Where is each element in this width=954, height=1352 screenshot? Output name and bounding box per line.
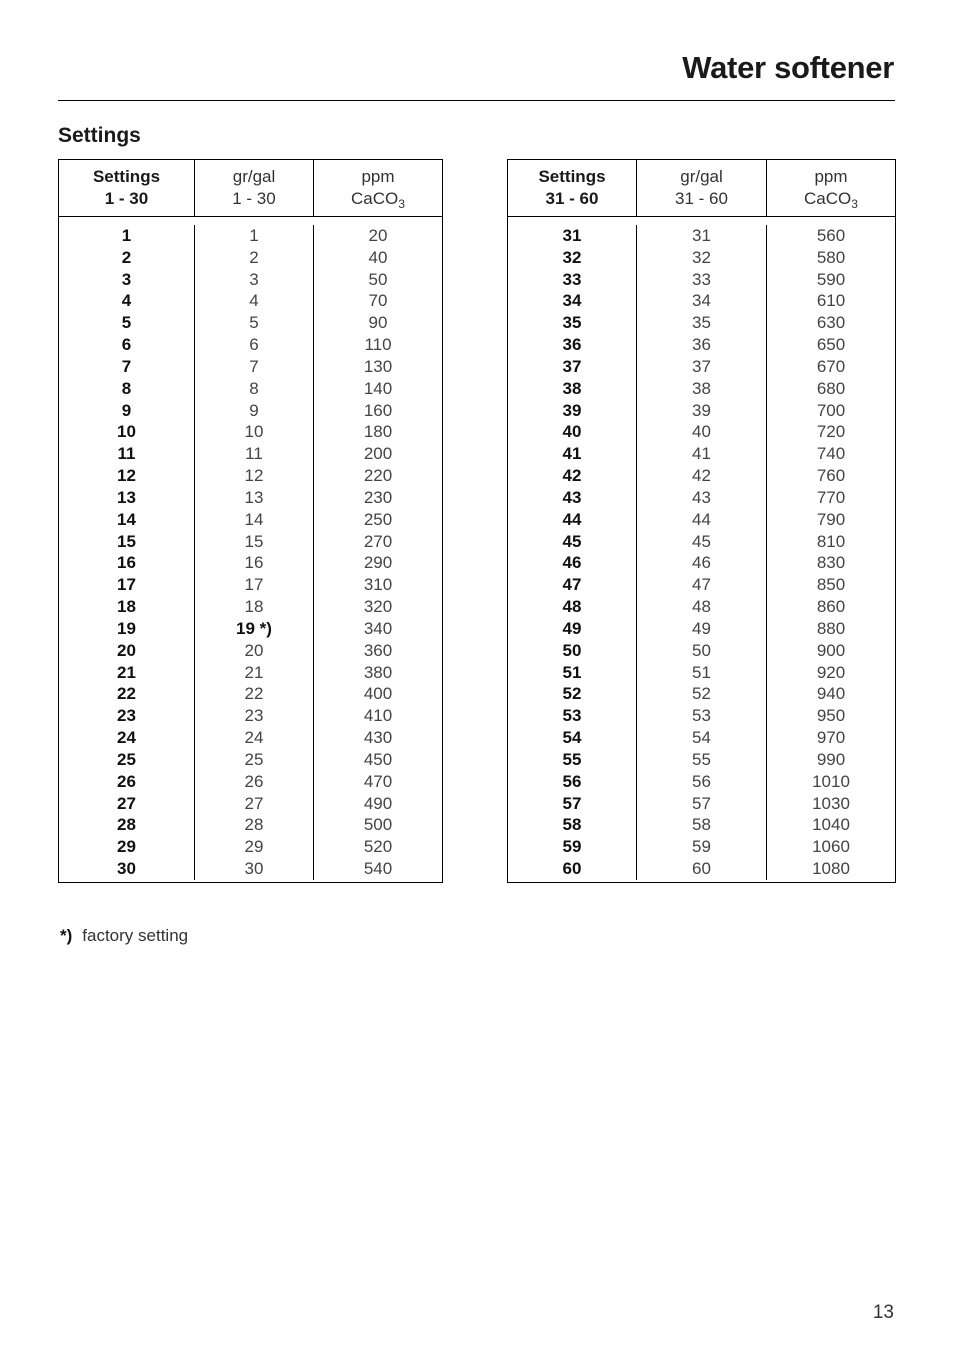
table-cell: 740 <box>816 444 846 464</box>
header-grgal-range: 31 - 60 <box>675 189 728 208</box>
table-cell: 3 <box>249 269 259 289</box>
table-cell: 14 <box>117 509 136 529</box>
table-cell: 38 <box>562 378 582 398</box>
table-cell: 630 <box>816 313 846 333</box>
table-header <box>59 160 442 217</box>
table-cell: 220 <box>363 466 393 486</box>
table-cell: 760 <box>816 466 846 486</box>
table-cell: 1060 <box>812 837 850 857</box>
table-cell: 19 <box>117 618 136 638</box>
table-cell: 25 <box>117 749 136 769</box>
table-cell: 450 <box>363 749 393 769</box>
table-cell: 670 <box>816 356 846 376</box>
table-cell: 36 <box>562 335 582 355</box>
title-divider <box>58 100 895 101</box>
table-cell: 13 <box>117 487 136 507</box>
table-cell: 12 <box>117 466 136 486</box>
table-cell: 3 <box>121 269 132 289</box>
table-cell: 47 <box>692 575 711 595</box>
table-header <box>508 160 895 217</box>
table-cell: 60 <box>692 859 711 879</box>
table-cell: 18 <box>244 597 264 617</box>
table-cell: 9 <box>121 400 132 420</box>
header-grgal-label: gr/gal <box>680 167 723 186</box>
table-cell: 48 <box>562 597 582 617</box>
header-settings-range: 1 - 30 <box>104 189 149 208</box>
table-cell: 160 <box>363 400 393 420</box>
table-cell: 850 <box>816 575 846 595</box>
table-cell: 7 <box>249 356 259 376</box>
table-cell: 48 <box>692 597 711 617</box>
header-ppm <box>314 160 442 216</box>
table-cell: 430 <box>363 728 393 748</box>
table-cell: 22 <box>117 684 136 704</box>
table-cell: 810 <box>816 531 846 551</box>
table-cell: 680 <box>816 378 846 398</box>
settings-table-31-60 <box>507 159 896 883</box>
table-cell: 49 <box>562 618 582 638</box>
table-cell: 60 <box>562 859 582 879</box>
table-cell: 400 <box>363 684 393 704</box>
header-grgal <box>637 160 767 216</box>
table-cell: 23 <box>117 706 136 726</box>
footnote <box>60 926 188 946</box>
table-cell: 32 <box>692 247 711 267</box>
table-cell: 5 <box>249 313 259 333</box>
table-cell: 51 <box>692 662 711 682</box>
table-cell: 36 <box>692 335 711 355</box>
page-number: 13 <box>872 1302 894 1323</box>
table-cell: 1 <box>121 226 132 245</box>
table-cell: 10 <box>244 422 264 442</box>
table-cell: 28 <box>117 815 136 835</box>
header-ppm-label: ppm <box>361 167 395 186</box>
table-body <box>59 217 442 882</box>
table-cell: 860 <box>816 597 846 617</box>
table-cell: 920 <box>816 662 846 682</box>
table-cell: 8 <box>121 378 132 398</box>
table-cell: 33 <box>562 269 582 289</box>
table-cell: 21 <box>244 662 264 682</box>
table-cell: 950 <box>816 706 846 726</box>
table-cell: 70 <box>368 291 388 311</box>
table-cell: 16 <box>117 553 136 573</box>
table-cell: 23 <box>244 706 264 726</box>
settings-table-1-30 <box>58 159 443 883</box>
table-cell: 54 <box>562 728 582 748</box>
table-cell: 24 <box>244 728 264 748</box>
grgal-column <box>195 225 314 880</box>
table-cell: 20 <box>117 640 136 660</box>
table-cell: 50 <box>562 640 582 660</box>
table-cell: 17 <box>117 575 136 595</box>
table-cell: 45 <box>562 531 582 551</box>
table-cell: 35 <box>562 313 582 333</box>
table-cell: 12 <box>244 466 264 486</box>
header-ppm-label: ppm <box>814 167 848 186</box>
table-cell: 40 <box>692 422 711 442</box>
table-cell: 32 <box>562 247 582 267</box>
header-settings-label: Settings <box>538 167 606 186</box>
header-grgal <box>195 160 314 216</box>
table-cell: 590 <box>816 269 846 289</box>
table-cell: 29 <box>117 837 136 857</box>
table-cell: 230 <box>363 487 393 507</box>
table-cell: 540 <box>363 859 393 879</box>
table-cell: 55 <box>562 749 582 769</box>
header-grgal-label: gr/gal <box>232 167 276 186</box>
table-cell: 50 <box>368 269 388 289</box>
table-cell: 40 <box>368 247 388 267</box>
table-cell: 16 <box>244 553 264 573</box>
table-cell: 13 <box>244 487 264 507</box>
table-cell: 340 <box>363 618 393 638</box>
table-cell: 42 <box>562 466 582 486</box>
grgal-column <box>637 225 767 880</box>
table-cell: 33 <box>692 269 711 289</box>
table-cell: 7 <box>121 356 132 376</box>
table-cell: 490 <box>363 793 393 813</box>
table-cell: 650 <box>816 335 846 355</box>
table-cell: 8 <box>249 378 259 398</box>
table-cell: 39 <box>692 400 711 420</box>
table-cell: 59 <box>692 837 711 857</box>
ppm-column <box>314 225 442 880</box>
table-cell: 46 <box>562 553 582 573</box>
table-cell: 90 <box>368 313 388 333</box>
table-cell: 58 <box>692 815 711 835</box>
table-cell: 310 <box>363 575 393 595</box>
table-cell: 10 <box>117 422 136 442</box>
table-cell: 470 <box>363 771 393 791</box>
table-cell: 720 <box>816 422 846 442</box>
table-cell: 20 <box>368 226 388 245</box>
table-cell: 49 <box>692 618 711 638</box>
table-cell: 790 <box>816 509 846 529</box>
table-cell: 31 <box>562 226 582 245</box>
table-cell: 880 <box>816 618 846 638</box>
table-cell: 520 <box>363 837 393 857</box>
table-cell: 2 <box>121 247 132 267</box>
table-cell: 20 <box>244 640 264 660</box>
table-cell: 51 <box>562 662 582 682</box>
table-cell: 27 <box>117 793 136 813</box>
table-cell: 41 <box>562 444 582 464</box>
table-cell: 47 <box>562 575 582 595</box>
table-cell: 1010 <box>812 771 850 791</box>
header-grgal-range: 1 - 30 <box>232 189 276 208</box>
header-settings-label: Settings <box>92 167 161 186</box>
table-cell: 58 <box>562 815 582 835</box>
table-cell: 37 <box>692 356 711 376</box>
table-cell: 24 <box>117 728 136 748</box>
table-cell: 41 <box>692 444 711 464</box>
table-cell: 830 <box>816 553 846 573</box>
table-cell: 21 <box>117 662 136 682</box>
table-cell: 1 <box>249 226 259 245</box>
table-cell: 18 <box>117 597 136 617</box>
table-cell: 44 <box>692 509 711 529</box>
table-cell: 30 <box>244 859 264 879</box>
table-cell: 30 <box>117 859 136 879</box>
table-cell: 40 <box>562 422 582 442</box>
table-cell: 610 <box>816 291 846 311</box>
header-settings-range: 31 - 60 <box>545 189 599 208</box>
table-cell: 320 <box>363 597 393 617</box>
table-cell: 52 <box>692 684 711 704</box>
table-cell: 580 <box>816 247 846 267</box>
table-cell: 38 <box>692 378 711 398</box>
table-cell: 380 <box>363 662 393 682</box>
table-cell: 57 <box>562 793 582 813</box>
table-cell: 1080 <box>812 859 850 879</box>
table-cell: 990 <box>816 749 846 769</box>
table-cell: 56 <box>692 771 711 791</box>
settings-column <box>59 225 195 880</box>
header-settings <box>508 160 637 216</box>
table-cell: 53 <box>692 706 711 726</box>
table-cell: 29 <box>244 837 264 857</box>
table-cell: 410 <box>363 706 393 726</box>
table-cell: 15 <box>244 531 264 551</box>
table-cell: 26 <box>117 771 136 791</box>
table-cell: 200 <box>363 444 393 464</box>
table-cell: 35 <box>692 313 711 333</box>
header-ppm-unit: CaCO$_3$ <box>804 189 858 211</box>
table-cell: 22 <box>244 684 264 704</box>
table-cell: 4 <box>121 291 132 311</box>
table-cell: 180 <box>363 422 393 442</box>
table-cell: 52 <box>562 684 582 704</box>
table-cell: 27 <box>244 793 264 813</box>
table-cell: 11 <box>245 444 263 464</box>
table-cell: 130 <box>363 356 393 376</box>
table-cell: 700 <box>816 400 846 420</box>
table-cell: 290 <box>363 553 393 573</box>
table-cell: 45 <box>692 531 711 551</box>
table-cell: 970 <box>816 728 846 748</box>
table-cell: 360 <box>363 640 393 660</box>
table-cell: 770 <box>816 487 846 507</box>
table-cell: 31 <box>692 226 711 245</box>
header-ppm <box>767 160 895 216</box>
header-settings <box>59 160 195 216</box>
ppm-column <box>767 225 895 880</box>
table-cell: 42 <box>692 466 711 486</box>
table-cell: 1030 <box>812 793 850 813</box>
table-cell: 43 <box>562 487 582 507</box>
table-cell: 5 <box>121 313 132 333</box>
table-cell: 140 <box>363 378 393 398</box>
table-cell: 110 <box>364 335 392 355</box>
table-cell: 53 <box>562 706 582 726</box>
table-cell: 34 <box>692 291 711 311</box>
table-cell: 59 <box>562 837 582 857</box>
table-cell: 57 <box>692 793 711 813</box>
table-cell: 9 <box>249 400 259 420</box>
table-cell: 37 <box>562 356 582 376</box>
table-cell: 54 <box>692 728 711 748</box>
table-cell: 55 <box>692 749 711 769</box>
table-cell: 6 <box>249 335 259 355</box>
page-title: Water softener <box>682 50 894 85</box>
table-cell: 900 <box>816 640 846 660</box>
table-cell: 940 <box>816 684 846 704</box>
table-cell: 39 <box>562 400 582 420</box>
table-cell: 25 <box>244 749 264 769</box>
table-cell: 15 <box>117 531 136 551</box>
table-cell: 44 <box>562 509 582 529</box>
table-cell: 1040 <box>812 815 850 835</box>
section-heading: Settings <box>58 124 141 147</box>
table-cell: 34 <box>562 291 582 311</box>
header-ppm-unit: CaCO$_3$ <box>351 189 405 211</box>
table-cell: 46 <box>692 553 711 573</box>
table-cell: 26 <box>244 771 264 791</box>
table-cell: 19 *) <box>236 618 272 638</box>
table-cell: 56 <box>562 771 582 791</box>
table-cell: 11 <box>117 444 136 464</box>
settings-column <box>508 225 637 880</box>
table-cell: 17 <box>244 575 264 595</box>
table-cell: 14 <box>244 509 264 529</box>
table-cell: 250 <box>363 509 393 529</box>
table-cell: 6 <box>121 335 132 355</box>
table-cell: 43 <box>692 487 711 507</box>
table-cell: 4 <box>249 291 259 311</box>
table-cell: 2 <box>249 247 259 267</box>
table-body <box>508 217 895 882</box>
table-cell: 270 <box>363 531 393 551</box>
table-cell: 500 <box>363 815 393 835</box>
footnote-mark: *) <box>60 926 73 945</box>
table-cell: 560 <box>816 226 846 245</box>
table-cell: 50 <box>692 640 711 660</box>
footnote-text: factory setting <box>82 926 189 945</box>
table-cell: 28 <box>244 815 264 835</box>
